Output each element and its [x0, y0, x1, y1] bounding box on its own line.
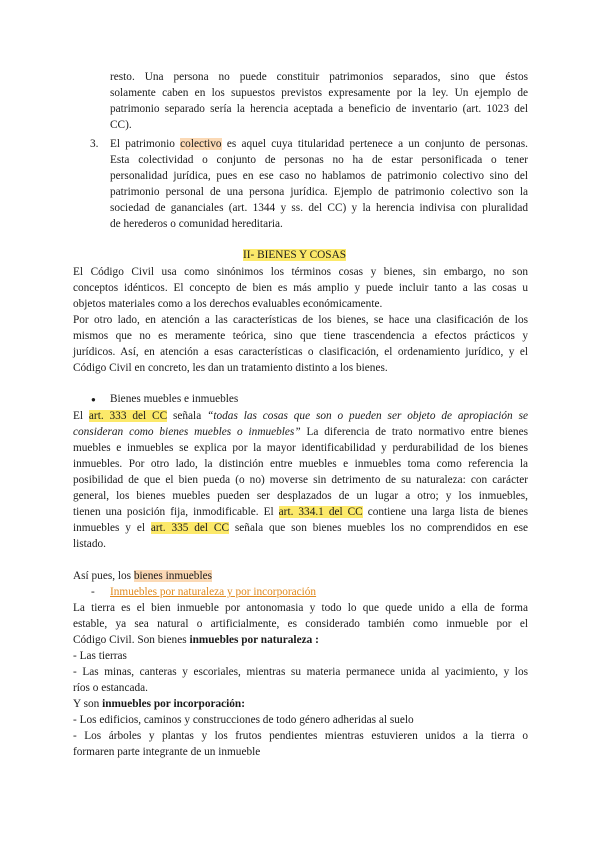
- highlight-art-334: art. 334.1 del CC: [278, 506, 363, 518]
- paragraph-line: [73, 633, 319, 648]
- paragraph-line: [73, 425, 528, 440]
- paragraph-line: listado.: [73, 538, 106, 550]
- bold-term: inmuebles por incorporación:: [102, 698, 245, 710]
- paragraph-line: objetos materiales como a los derechos evaluables económicamente.: [73, 298, 383, 310]
- item3-text: es aquel cuya titularidad pertenece a un conjunto de personas.: [221, 138, 528, 150]
- item3-line: personalidad jurídica, pues en ese caso no hablamos de patrimonio colectivo sino del: [110, 170, 528, 182]
- item3-line: de herederos o comunidad hereditaria.: [110, 218, 283, 230]
- item3-line: [110, 137, 528, 152]
- bold-term: inmuebles por naturaleza :: [189, 634, 319, 646]
- paragraph-line: [73, 521, 528, 536]
- sub-heading-text[interactable]: Inmuebles por naturaleza y por incorporación: [110, 586, 317, 598]
- list-item: - Las tierras: [73, 650, 127, 662]
- asi-text: Así pues, los: [73, 570, 134, 582]
- paragraph-line: [73, 569, 212, 584]
- item3-line: patrimonio personal de una persona jurídica. Ejemplo de patrimonio colectivo son la: [110, 186, 528, 198]
- para3-text: El: [73, 410, 89, 422]
- paragraph-line: muebles e inmuebles se explica por la mayor identificabilidad y perdurabilidad de los bienes: [73, 442, 528, 454]
- list-item: ríos o estancada.: [73, 682, 148, 694]
- quote-text: consideran como bienes muebles o inmuebles”: [73, 426, 301, 438]
- item3-line: sociedad de gananciales (art. 1344 y ss. del CC) y la herencia indivisa con pluralidad: [110, 202, 528, 214]
- paragraph-line: estable, ya sea natural o artificialmente, es considerado también como inmueble por el: [73, 618, 528, 630]
- paragraph-line: conceptos idénticos. El concepto de bien es más amplio y puede incluir tanto a las cosas u: [73, 282, 528, 294]
- item2-line: CC).: [110, 119, 132, 131]
- paragraph-line: La tierra es el bien inmueble por antonomasia y todo lo que quede unido a ella de forma: [73, 602, 528, 614]
- list-item: formaren parte integrante de un inmueble: [73, 746, 261, 758]
- para3-text: tienen una posición fija, inmodificable. El: [73, 506, 279, 518]
- list-item: - Los árboles y plantas y los frutos pendientes mientras estuvieren unidos a la tierra o: [73, 730, 528, 742]
- paragraph-line: general, los bienes muebles pueden ser desplazados de un lugar a otro; y los inmuebles,: [73, 490, 528, 502]
- list-number: 3.: [90, 138, 99, 150]
- highlight-colectivo: colectivo: [180, 138, 222, 150]
- quote-text: “todas las cosas que son o pueden ser objeto de apropiación se: [207, 410, 528, 422]
- item2-line: resto. Una persona no puede constituir patrimonios separados, sino que éstos: [110, 71, 528, 83]
- paragraph-line: El Código Civil usa como sinónimos los términos cosas y bienes, sin embargo, no son: [73, 266, 528, 278]
- dash-marker: -: [91, 586, 95, 598]
- para3-text: contiene una larga lista de bienes: [362, 506, 528, 518]
- section-heading-text: II- BIENES Y COSAS: [243, 249, 347, 261]
- para4-text: Código Civil. Son bienes: [73, 634, 190, 646]
- paragraph-line: inmuebles. Por otro lado, la distinción entre muebles e inmuebles toma como referencia la: [73, 458, 528, 470]
- item2-line: solamente caben en los supuestos previstos expresamente por la ley. Un ejemplo de: [110, 87, 528, 99]
- bullet-item: Bienes muebles e inmuebles: [110, 393, 239, 405]
- para3-text: inmuebles y el: [73, 522, 151, 534]
- paragraph-line: [73, 409, 528, 424]
- yson-text: Y son: [73, 698, 103, 710]
- para3-text: La diferencia de trato normativo entre bienes: [300, 426, 528, 438]
- list-item: - Los edificios, caminos y construcciones de todo género adheridas al suelo: [73, 714, 414, 726]
- section-heading: [243, 248, 346, 263]
- item3-text: El patrimonio: [110, 138, 181, 150]
- paragraph-line: Código Civil en concreto, les dan un tratamiento distinto a los bienes.: [73, 362, 388, 374]
- paragraph-line: mismos que no es meramente teórica, sino que tiene trascendencia a efectos prácticos y: [73, 330, 528, 342]
- highlight-bienes-inmuebles: bienes inmuebles: [133, 570, 213, 582]
- para3-text: señala que son bienes muebles los no comprendidos en ese: [229, 522, 528, 534]
- item2-line: patrimonio separado sería la herencia aceptada a beneficio de inventario (art. 1023 del: [110, 103, 528, 115]
- para3-text: señala: [167, 410, 208, 422]
- sub-heading-link[interactable]: [110, 585, 316, 600]
- paragraph-line: posibilidad de que el bien pueda (o no) moverse sin detrimento de su naturaleza: con carácter: [73, 474, 528, 486]
- highlight-art-333: art. 333 del CC: [88, 410, 168, 422]
- paragraph-line: [73, 697, 245, 712]
- bullet-icon: ●: [91, 395, 96, 404]
- paragraph-line: jurídicos. Así, en atención a esas características o clasificación, el ordenamiento jurídico, y el: [73, 346, 528, 358]
- paragraph-line: Por otro lado, en atención a las características de los bienes, se hace una clasificación de los: [73, 314, 528, 326]
- highlight-art-335: art. 335 del CC: [150, 522, 230, 534]
- list-item: - Las minas, canteras y escoriales, mientras su materia permanece unida al yacimiento, y los: [73, 666, 528, 678]
- paragraph-line: [73, 505, 528, 520]
- item3-line: Esta colectividad o conjunto de personas no ha de estar personificada o tener: [110, 154, 528, 166]
